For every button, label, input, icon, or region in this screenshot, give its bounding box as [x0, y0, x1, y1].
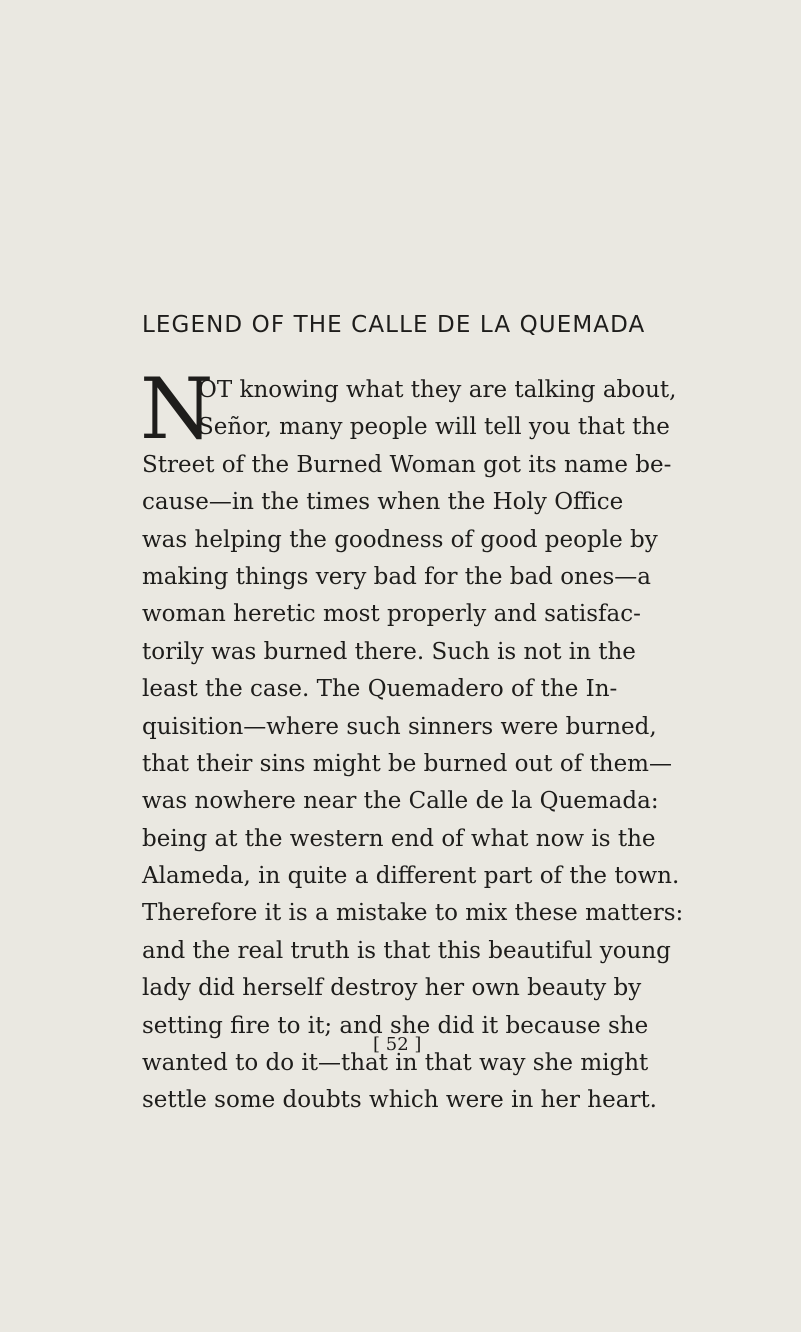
- page-number: [ 52 ]: [373, 1034, 422, 1055]
- text-line: woman heretic most properly and satisfac-: [142, 601, 641, 628]
- text-line: was nowhere near the Calle de la Quemada:: [142, 788, 659, 815]
- text-line: that their sins might be burned out of them—: [142, 750, 672, 777]
- text-line: Street of the Burned Woman got its name be-: [142, 451, 672, 478]
- text-line: was helping the goodness of good people by: [142, 526, 658, 553]
- text-line: Therefore it is a mistake to mix these matters:: [142, 900, 684, 927]
- drop-cap-block: [140, 360, 722, 458]
- text-line: quisition—where such sinners were burned,: [142, 713, 657, 740]
- chapter-heading: LEGEND OF THE CALLE DE LA QUEMADA: [142, 312, 646, 338]
- text-line: and the real truth is that this beautiful young: [142, 937, 671, 964]
- text-line: cause—in the times when the Holy Office: [142, 489, 624, 516]
- text-line: setting fire to it; and she did it because she: [142, 1012, 649, 1039]
- text-line: lady did herself destroy her own beauty by: [142, 975, 642, 1002]
- text-line: making things very bad for the bad ones—a: [142, 563, 651, 590]
- body-text: [140, 360, 722, 1120]
- text-line: settle some doubts which were in her heart.: [142, 1087, 657, 1114]
- text-line: being at the western end of what now is the: [142, 825, 656, 852]
- drop-cap: N: [140, 360, 214, 458]
- text-line: Alameda, in quite a different part of the town.: [142, 863, 680, 890]
- text-line: OT knowing what they are talking about,: [198, 377, 677, 403]
- text-line: torily was burned there. Such is not in the: [142, 638, 636, 665]
- text-line: least the case. The Quemadero of the In-: [142, 676, 618, 703]
- text-line: wanted to do it—that in that way she might: [142, 1050, 649, 1077]
- text-line: Señor, many people will tell you that the: [198, 414, 670, 441]
